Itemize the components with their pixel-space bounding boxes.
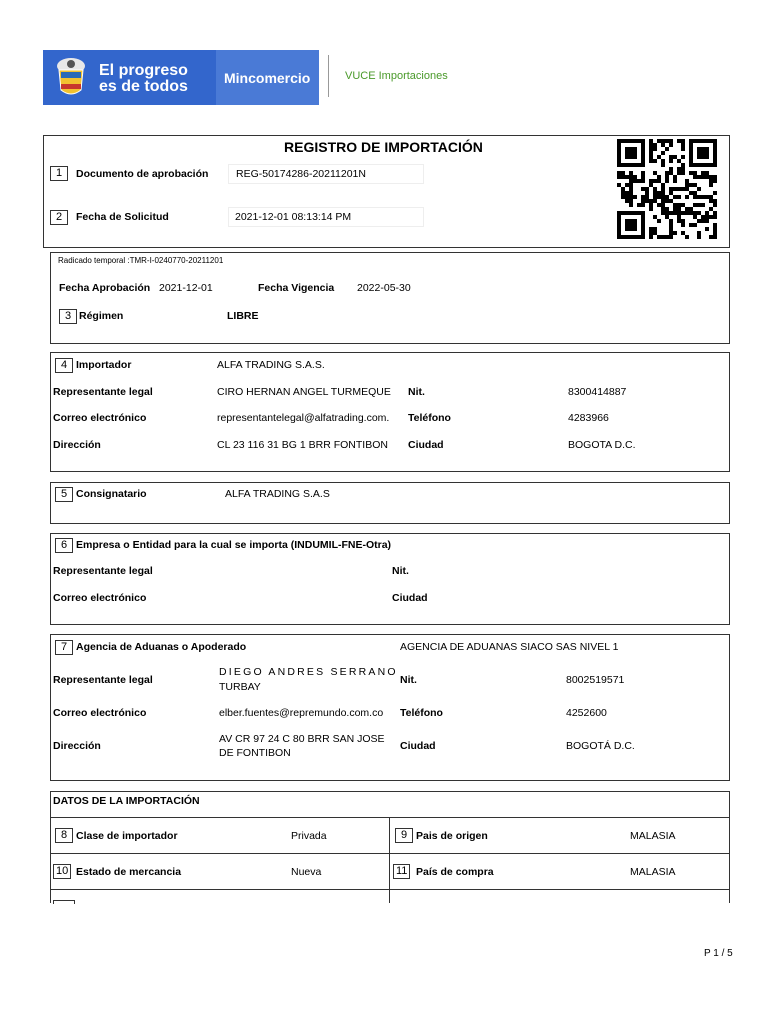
importer-city-label: Ciudad xyxy=(408,439,444,451)
field-number-5: 5 xyxy=(55,487,73,502)
agency-section xyxy=(50,634,730,781)
field-number-11: 11 xyxy=(393,864,410,879)
agency-address-label: Dirección xyxy=(53,740,101,752)
agency-address-value-line2: DE FONTIBON xyxy=(219,747,291,759)
consignee-value: ALFA TRADING S.A.S xyxy=(225,488,330,500)
field-number-6: 6 xyxy=(55,538,73,553)
import-data-divider-1 xyxy=(50,817,730,818)
importer-nit-label: Nit. xyxy=(408,386,425,398)
field-number-4: 4 xyxy=(55,358,73,373)
importer-class-label: Clase de importador xyxy=(76,830,178,842)
importer-address-label: Dirección xyxy=(53,439,101,451)
approval-date-label: Fecha Aprobación xyxy=(59,282,151,294)
agency-rep-value-line2: TURBAY xyxy=(219,681,261,693)
slogan-line-1: El progreso xyxy=(99,62,188,79)
purchase-country-label: País de compra xyxy=(416,866,494,878)
validity-date-label: Fecha Vigencia xyxy=(258,282,335,294)
consignee-label: Consignatario xyxy=(76,488,147,500)
field-number-8: 8 xyxy=(55,828,73,843)
entity-city-label: Ciudad xyxy=(392,592,428,604)
importer-address-value: CL 23 116 31 BG 1 BRR FONTIBON xyxy=(217,439,388,451)
page-number: P 1 / 5 xyxy=(704,948,733,959)
importer-rep-value: CIRO HERNAN ANGEL TURMEQUE xyxy=(217,386,391,398)
entity-email-label: Correo electrónico xyxy=(53,592,147,604)
agency-email-value: elber.fuentes@repremundo.com.co xyxy=(219,707,384,719)
origin-country-value: MALASIA xyxy=(630,830,676,842)
import-data-section xyxy=(50,791,730,903)
agency-nit-label: Nit. xyxy=(400,674,417,686)
goods-state-label: Estado de mercancia xyxy=(76,866,182,878)
header-divider xyxy=(328,55,329,97)
slogan-line-2: es de todos xyxy=(99,78,188,95)
agency-address-value-line1: AV CR 97 24 C 80 BRR SAN JOSE xyxy=(219,733,385,745)
next-row-number-stub xyxy=(53,900,75,904)
document-title: REGISTRO DE IMPORTACIÓN xyxy=(284,139,483,155)
importer-value: ALFA TRADING S.A.S. xyxy=(217,359,325,371)
coat-of-arms-icon xyxy=(51,54,91,100)
field-number-7: 7 xyxy=(55,640,73,655)
approval-date-value: 2021-12-01 xyxy=(159,282,213,294)
entity-label: Empresa o Entidad para la cual se importa (INDUMIL-FNE-Otra) xyxy=(76,539,392,551)
ministry-name: Mincomercio xyxy=(224,70,311,86)
importer-rep-label: Representante legal xyxy=(53,386,153,398)
radicado-text: Radicado temporal :TMR-I-0240770-20211201 xyxy=(58,256,224,265)
regime-label: Régimen xyxy=(79,310,124,322)
agency-city-label: Ciudad xyxy=(400,740,436,752)
importer-class-value: Privada xyxy=(291,830,327,842)
field-number-1: 1 xyxy=(50,166,68,181)
consignee-section xyxy=(50,482,730,524)
importer-phone-value: 4283966 xyxy=(568,412,609,424)
import-data-column-divider xyxy=(389,817,390,903)
validity-date-value: 2022-05-30 xyxy=(357,282,411,294)
field-number-10: 10 xyxy=(53,864,71,879)
import-data-divider-2 xyxy=(50,853,730,854)
doc-approval-value: REG-50174286-20211201N xyxy=(236,168,366,180)
agency-phone-label: Teléfono xyxy=(400,707,443,719)
importer-city-value: BOGOTA D.C. xyxy=(568,439,636,451)
entity-rep-label: Representante legal xyxy=(53,565,153,577)
agency-city-value: BOGOTÁ D.C. xyxy=(566,740,635,752)
qr-code-icon xyxy=(617,138,717,240)
approval-section xyxy=(50,252,730,344)
request-date-value: 2021-12-01 08:13:14 PM xyxy=(235,211,352,223)
request-date-label: Fecha de Solicitud xyxy=(76,211,169,223)
origin-country-label: Pais de origen xyxy=(416,830,488,842)
importer-email-value: representantelegal@alfatrading.com. xyxy=(217,412,390,424)
agency-nit-value: 8002519571 xyxy=(566,674,625,686)
field-number-9: 9 xyxy=(395,828,413,843)
field-number-2: 2 xyxy=(50,210,68,225)
importer-section xyxy=(50,352,730,472)
agency-email-label: Correo electrónico xyxy=(53,707,147,719)
entity-nit-label: Nit. xyxy=(392,565,409,577)
agency-label: Agencia de Aduanas o Apoderado xyxy=(76,641,247,653)
import-data-heading: DATOS DE LA IMPORTACIÓN xyxy=(53,795,200,807)
gov-banner xyxy=(43,50,319,105)
agency-value: AGENCIA DE ADUANAS SIACO SAS NIVEL 1 xyxy=(400,641,619,653)
doc-approval-label: Documento de aprobación xyxy=(76,168,209,180)
import-data-divider-3 xyxy=(50,889,730,890)
field-number-3: 3 xyxy=(59,309,77,324)
goods-state-value: Nueva xyxy=(291,866,322,878)
regime-value: LIBRE xyxy=(227,310,259,322)
importer-nit-value: 8300414887 xyxy=(568,386,627,398)
system-name: VUCE Importaciones xyxy=(345,70,448,82)
importer-email-label: Correo electrónico xyxy=(53,412,147,424)
agency-rep-value-line1: DIEGO ANDRES SERRANO xyxy=(219,666,398,678)
agency-rep-label: Representante legal xyxy=(53,674,153,686)
importer-label: Importador xyxy=(76,359,132,371)
agency-phone-value: 4252600 xyxy=(566,707,607,719)
purchase-country-value: MALASIA xyxy=(630,866,676,878)
importer-phone-label: Teléfono xyxy=(408,412,451,424)
